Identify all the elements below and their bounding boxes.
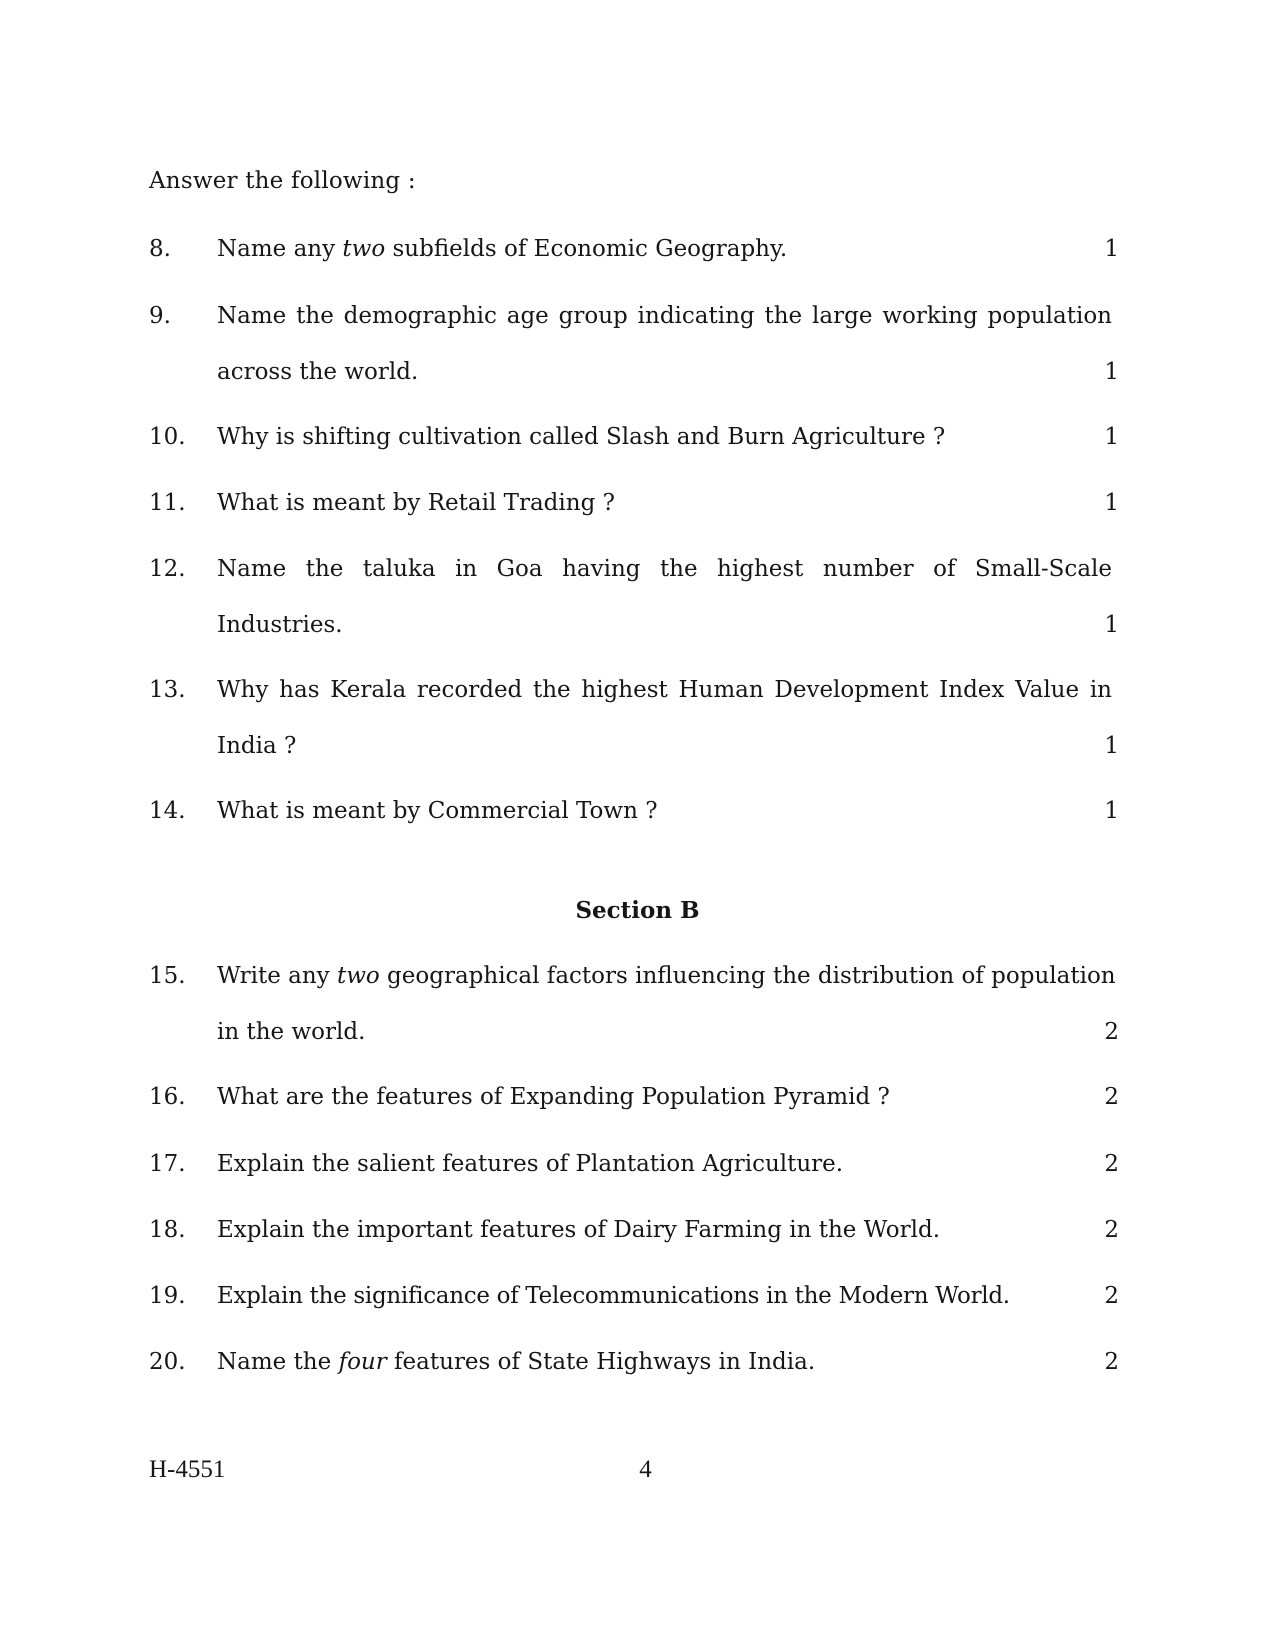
question-marks: 1 (1104, 424, 1119, 450)
question-number: 13. (149, 677, 186, 703)
question-text: Why has Kerala recorded the highest Human Development Index Value in (217, 677, 1112, 703)
question-number: 8. (149, 236, 171, 262)
question-marks: 2 (1104, 1349, 1119, 1375)
page-number: 4 (639, 1456, 652, 1483)
question-text-continued: across the world. (217, 359, 419, 385)
question-marks: 1 (1104, 798, 1119, 824)
question-marks: 2 (1104, 1151, 1119, 1177)
question-number: 15. (149, 963, 186, 989)
question-text: Name any two subfields of Economic Geography. (217, 236, 788, 262)
question-marks: 2 (1104, 1019, 1119, 1045)
question-text: Name the taluka in Goa having the highest number of Small-Scale (217, 556, 1112, 582)
question-number: 12. (149, 556, 186, 582)
question-text: Write any two geographical factors influencing the distribution of population (217, 963, 1116, 989)
question-marks: 2 (1104, 1283, 1119, 1309)
question-marks: 2 (1104, 1217, 1119, 1243)
question-text: Explain the significance of Telecommunications in the Modern World. (217, 1283, 1010, 1309)
question-text: Name the four features of State Highways in India. (217, 1349, 816, 1375)
question-number: 18. (149, 1217, 186, 1243)
question-text-continued: in the world. (217, 1019, 366, 1045)
question-text: What is meant by Commercial Town ? (217, 798, 658, 824)
question-text-continued: Industries. (217, 612, 343, 638)
question-number: 11. (149, 490, 186, 516)
question-marks: 1 (1104, 236, 1119, 262)
question-marks: 2 (1104, 1084, 1119, 1110)
question-number: 14. (149, 798, 186, 824)
question-number: 9. (149, 303, 171, 329)
question-text: What are the features of Expanding Population Pyramid ? (217, 1084, 890, 1110)
question-text: Explain the important features of Dairy Farming in the World. (217, 1217, 941, 1243)
section-b-heading: Section B (575, 897, 700, 924)
question-text: What is meant by Retail Trading ? (217, 490, 615, 516)
question-number: 10. (149, 424, 186, 450)
question-number: 16. (149, 1084, 186, 1110)
question-number: 17. (149, 1151, 186, 1177)
question-marks: 1 (1104, 612, 1119, 638)
question-number: 20. (149, 1349, 186, 1375)
question-marks: 1 (1104, 359, 1119, 385)
question-text: Name the demographic age group indicating the large working population (217, 303, 1112, 329)
question-marks: 1 (1104, 490, 1119, 516)
paper-code: H-4551 (149, 1456, 226, 1483)
instruction-text: Answer the following : (149, 168, 416, 194)
question-text: Why is shifting cultivation called Slash and Burn Agriculture ? (217, 424, 946, 450)
question-text: Explain the salient features of Plantation Agriculture. (217, 1151, 844, 1177)
question-text-continued: India ? (217, 733, 297, 759)
question-marks: 1 (1104, 733, 1119, 759)
question-number: 19. (149, 1283, 186, 1309)
